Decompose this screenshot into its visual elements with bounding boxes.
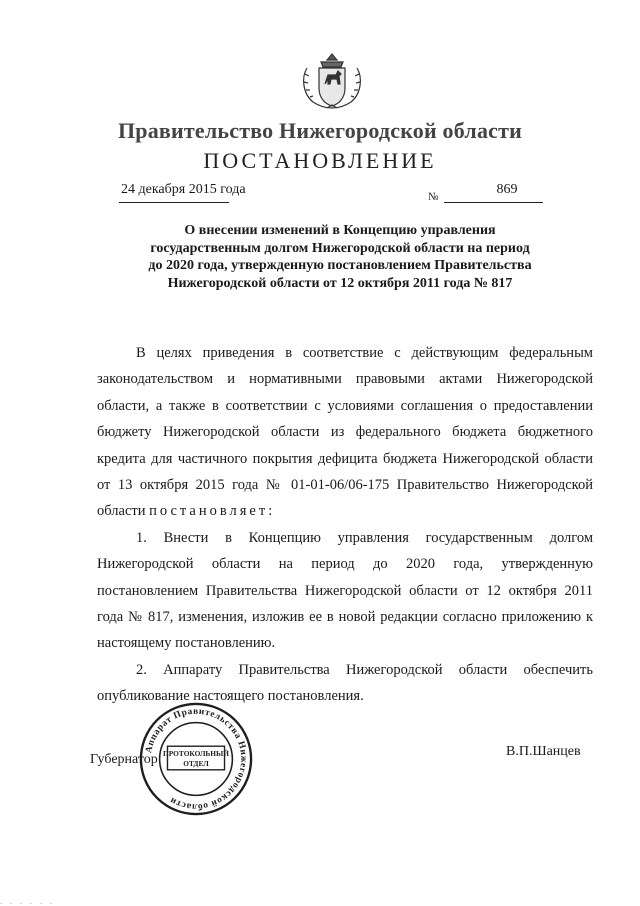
date-underline	[119, 202, 229, 203]
stamp-ring-text: Аппарат Правительства Нижегородской области	[144, 706, 249, 812]
document-title	[120, 222, 560, 292]
title-line: Нижегородской области от 12 октября 2011 года № 817	[167, 275, 513, 291]
document-number: 869	[496, 182, 518, 197]
preamble-paragraph	[97, 340, 593, 525]
stamp-center-line-2: ОТДЕЛ	[183, 758, 209, 768]
official-stamp	[137, 700, 255, 818]
organization-name: Правительство Нижегородской области	[117, 118, 522, 143]
document-date: 24 декабря 2015 года	[121, 182, 246, 197]
title-line: государственным долгом Нижегородской области на период	[150, 240, 530, 256]
title-line: до 2020 года, утвержденную постановлением Правительства	[148, 258, 532, 273]
resolves-word: постановляет:	[149, 503, 276, 520]
signer-position: Губернатор	[90, 752, 158, 767]
document-type: ПОСТАНОВЛЕНИЕ	[203, 148, 437, 173]
number-label: №	[428, 191, 439, 203]
title-line: О внесении изменений в Концепцию управления	[184, 223, 496, 238]
number-underline	[444, 202, 543, 203]
signer-name: В.П.Шанцев	[506, 744, 581, 759]
document-body	[97, 340, 593, 710]
preamble-text: В целях приведения в соответствие с действующим федеральным законодательством и нормативными правовыми актами Нижегородской области, а также в соответствии с условиями соглашения о предоставлении бюджету Нижегородской области из федерального бюджета бюджетного кредита для частичного покрытия дефицита бюджета Нижегородской области от 13 октября 2015 года № 01-01-06/06-175 Правительство Нижегородской области	[97, 345, 593, 520]
stamp-center-line-1: ПРОТОКОЛЬНЫЙ	[163, 749, 229, 759]
coat-of-arms-icon	[297, 50, 367, 112]
clause-2: 2. Аппарату Правительства Нижегородской области обеспечить опубликование настоящего постановления.	[97, 661, 593, 705]
clause-1: 1. Внести в Концепцию управления государственным долгом Нижегородской области на период до 2020 года, утвержденную постановлением Правительства Нижегородской области от 12 октября 2011 года № 817, изменения, изложив ее в новой редакции согласно приложению к настоящему постановлению.	[97, 529, 593, 652]
scan-artifact-dots: . . . . . .	[0, 897, 55, 906]
